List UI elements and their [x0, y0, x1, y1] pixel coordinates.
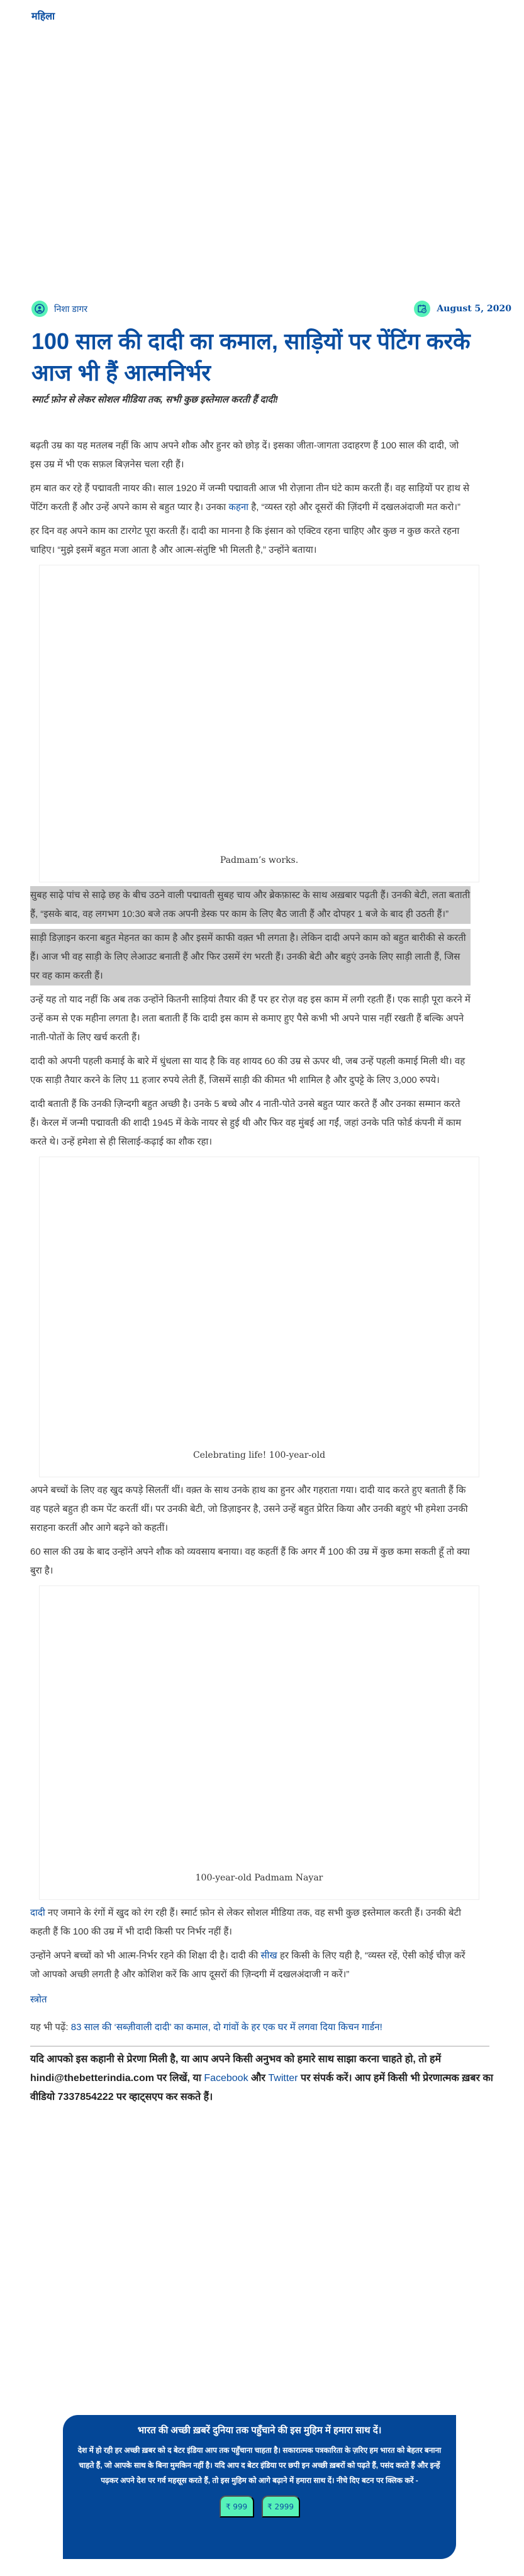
read-more-link[interactable]: 83 साल की ‘सब्ज़ीवाली दादी’ का कमाल, दो गांवों के हर एक घर में लगवा दिया किचन गार्डन! [70, 2022, 382, 2033]
date-block [414, 301, 511, 317]
facebook-link[interactable]: Facebook [204, 2073, 248, 2084]
read-more: यह भी पढ़ें: 83 साल की ‘सब्ज़ीवाली दादी’ का कमाल, दो गांवों के हर एक घर में लगवा दिया किचन गार्डन! [30, 2022, 382, 2033]
paragraph: दादी नए जमाने के रंगों में खुद को रंग रही हैं। स्मार्ट फ़ोन से लेकर सोशल मीडिया तक, वह सभी कुछ इस्तेमाल करती हैं। उनकी बेटी कहती हैं कि 100 की उम्र में भी दादी किसी पर निर्भर नहीं हैं। [30, 1907, 461, 1937]
article-body [30, 436, 493, 2107]
donation-options [75, 2496, 443, 2518]
author-block [31, 301, 87, 317]
publish-date: August 5, 2020 [437, 304, 511, 314]
paragraph: दादी को अपनी पहली कमाई के बारे में धुंधला सा याद है कि वह शायद 60 की उम्र से ऊपर थी, जब उन्हें पहली कमाई मिली थी। वह एक साड़ी तैयार करने के लिए 11 हजार रुपये लेती हैं, जिसमें साड़ी की कीमत भी शामिल है और दुपट्टे के लिए 3,000 रुपये। [30, 1056, 465, 1085]
support-banner [63, 2415, 456, 2559]
support-body: देश में हो रही हर अच्छी ख़बर को द बेटर इंडिया आप तक पहुँचाना चाहता है। सकारात्मक पत्रकारिता के ज़रिए हम भारत को बेहतर बनाना चाहते हैं, जो आपके साथ के बिना मुमकिन नहीं है। यदि आप द बेटर इंडिया पर छपी इन अच्छी ख़बरों को पढ़ते हैं, पसंद करते हैं और इन्हें पढ़कर अपने देश पर गर्व महसूस करते हैं, तो इस मुहिम को आगे बढ़ाने में हमारा साथ दें। नीचे दिए बटन पर क्लिक करें - [77, 2446, 442, 2485]
paragraph-highlighted: साड़ी डिज़ाइन करना बहुत मेहनत का काम है और इसमें काफी वक़्त भी लगता है। लेकिन दादी अपने काम को बहुत बारीकी से करती हैं। आज भी वह साड़ी के लिए लेआउट बनाती हैं और फिर उसमें रंग भरती हैं। उनकी बेटी और बहुएं उनके लिए साड़ी लाती हैं, जिस पर वह काम करती हैं। [30, 929, 471, 985]
paragraph: अपने बच्चों के लिए वह खुद कपड़े सिलतीं थीं। वक़्त के साथ उनके हाथ का हुनर और गहराता गया। दादी याद करते हुए बताती हैं कि वह पहले बहुत ही कम पेंट करतीं थीं। पर उनकी बेटी, जो डिज़ाइनर है, उसने उन्हें बहुत प्रेरित किया और उनकी बहुएं भी हमेशा उनकी सराहना करतीं और आगे बढ़ने को कहतीं। [30, 1485, 468, 1533]
author-link[interactable]: निशा डागर [54, 303, 88, 314]
twitter-link[interactable]: Twitter [268, 2073, 298, 2084]
paragraph: 60 साल की उम्र के बाद उन्होंने अपने शौक को व्यवसाय बनाया। वह कहतीं हैं कि अगर मैं 100 की उम्र में कुछ कमा सकती हूँ तो क्या बुरा है। [30, 1546, 470, 1576]
figure-image [39, 565, 479, 882]
paragraph: हम बात कर रहे हैं पद्मावती नायर की। साल 1920 में जन्मी पद्मावती आज भी रोज़ाना तीन घंटे काम करती हैं। वह साड़ियों पर हाथ से पेंटिंग करती हैं और उन्हें अपने काम से बहुत प्यार है। उनका कहना है, “व्यस्त रहो और दूसरों की ज़िंदगी में दखलअंदाजी मत करो।” [30, 483, 470, 513]
contact-cta: यदि आपको इस कहानी से प्रेरणा मिली है, या आप अपने किसी अनुभव को हमारे साथ साझा करना चाहते हो, तो हमें hindi@thebetterindia.com पर लिखें, या Facebook और Twitter पर संपर्क करें। आप हमें किसी भी प्रेरणात्मक ख़बर का वीडियो 7337854222 पर व्हाट्सएप कर सकते हैं। [30, 2054, 493, 2102]
inline-link-dadi[interactable]: दादी [30, 1907, 45, 1918]
calendar-clock-icon [414, 301, 430, 317]
page-title: 100 साल की दादी का कमाल, साड़ियों पर पेंटिंग करके आज भी हैं आत्मनिर्भर [31, 328, 471, 386]
paragraph: हर दिन वह अपने काम का टारगेट पूरा करती हैं। दादी का मानना है कि इंसान को एक्टिव रहना चाहिए और कुछ न कुछ करते रहना चाहिए। “मुझे इसमें बहुत मजा आता है और आत्म-संतुष्टि भी मिलती है,” उन्होंने बताया। [30, 526, 460, 555]
figure-caption: Padmam’s works. [220, 855, 299, 865]
paragraph: उन्होंने अपने बच्चों को भी आत्म-निर्भर रहने की शिक्षा दी है। दादी की सीख हर किसी के लिए यही है, “व्यस्त रहें, ऐसी कोई चीज़ करें जो आपको अच्छी लगती है और कोशिश करें कि आप दूसरों की ज़िन्दगी में दखलअंदाजी न करें।” [30, 1950, 465, 1980]
paragraph-highlighted: सुबह साढ़े पांच से साढ़े छह के बीच उठने वाली पद्मावती सुबह चाय और ब्रेकफ़ास्ट के साथ अख़बार पढ़ती हैं। उनकी बेटी, लता बताती हैं, “इसके बाद, वह लगभग 10:30 बजे तक अपनी डेस्क पर काम के लिए बैठ जाती हैं और दोपहर 1 बजे के बाद ही उठती हैं।” [30, 886, 471, 924]
paragraph: बढ़ती उम्र का यह मतलब नहीं कि आप अपने शौक और हुनर को छोड़ दें। इसका जीता-जागता उदाहरण हैं 100 साल की दादी, जो इस उम्र में भी एक सफ़ल बिज़नेस चला रही हैं। [30, 440, 459, 470]
user-circle-icon [31, 301, 48, 317]
source-link[interactable]: स्त्रोत [30, 1994, 47, 2005]
article-meta [31, 299, 511, 318]
donate-2999-button[interactable]: ₹ 2999 [262, 2496, 300, 2518]
article-subtitle: स्मार्ट फ़ोन से लेकर सोशल मीडिया तक, सभी कुछ इस्तेमाल करती हैं दादी! [31, 394, 279, 405]
figure-image [39, 1157, 479, 1477]
figure-image [39, 1585, 479, 1900]
paragraph: दादी बताती हैं कि उनकी ज़िन्दगी बहुत अच्छी है। उनके 5 बच्चे और 4 नाती-पोते उनसे बहुत प्यार करते हैं और उनका सम्मान करते हैं। केरल में जन्मी पद्मावती की शादी 1945 में केके नायर से हुई थी और फिर वह मुंबई आ गईं, जहां उनके पति फोर्ड कंपनी में काम करते थे। उन्हें हमेशा से ही सिलाई-कढ़ाई का शौक रहा। [30, 1099, 462, 1147]
paragraph: उन्हें यह तो याद नहीं कि अब तक उन्होंने कितनी साड़ियां तैयार की हैं पर हर रोज़ वह इस काम में लगी रहती हैं। एक साड़ी पूरा करने में उन्हें कम से एक महीना लगता है। लता बताती हैं कि दादी इस काम से कमाए हुए पैसे कभी भी अपने पास नहीं रखती हैं बल्कि अपने नाती-पोतों के लिए खर्च करती हैं। [30, 994, 471, 1043]
figure-caption: 100-year-old Padmam Nayar [195, 1873, 323, 1883]
inline-link-seekh[interactable]: सीख [260, 1950, 277, 1961]
inline-link-kehna[interactable]: कहना [228, 502, 249, 513]
figure-caption: Celebrating life! 100-year-old [192, 1450, 326, 1460]
support-heading: भारत की अच्छी ख़बरें दुनिया तक पहुँचाने की इस मुहिम में हमारा साथ दें। [137, 2425, 382, 2436]
donate-999-button[interactable]: ₹ 999 [220, 2496, 254, 2518]
category-link[interactable]: महिला [31, 11, 55, 22]
